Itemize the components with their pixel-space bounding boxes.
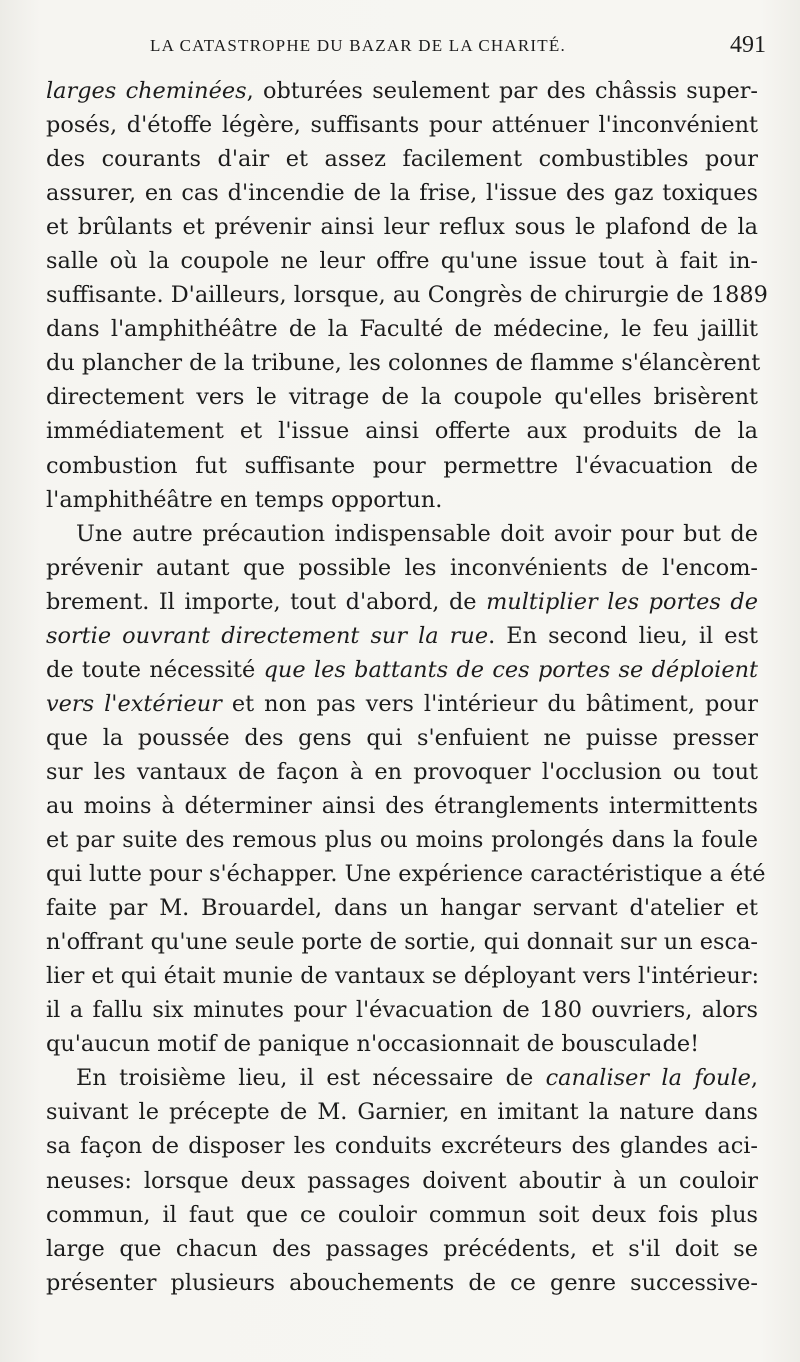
text-line: [46, 449, 758, 483]
text-line: [46, 1129, 758, 1163]
italic-text: multiplier les portes de: [486, 588, 758, 615]
text-segment: immédiatement et l'issue ainsi offerte aux produits de la: [46, 418, 758, 445]
text-line: [46, 551, 758, 585]
text-line: [46, 244, 758, 278]
page-number: 491: [730, 32, 766, 58]
italic-text: que les battants de ces portes se déploient: [263, 656, 758, 683]
text-line: [46, 1232, 758, 1266]
text-segment: au moins à déterminer ainsi des étranglements intermittents: [46, 792, 758, 819]
text-line: [46, 142, 758, 176]
text-line: [46, 619, 758, 653]
text-line: [46, 1198, 758, 1232]
text-line: [46, 108, 758, 142]
text-line: [46, 585, 758, 619]
text-segment: dans l'amphithéâtre de la Faculté de médecine, le feu jaillit: [46, 316, 758, 343]
text-segment: combustion fut suffisante pour permettre l'évacuation de: [46, 452, 758, 479]
text-segment: sur les vantaux de façon à en provoquer l'occlusion ou tout: [46, 758, 758, 785]
text-line: [46, 1266, 758, 1300]
text-segment: large que chacun des passages précédents, et s'il doit se: [46, 1235, 758, 1262]
text-line: [46, 687, 758, 721]
text-segment: lier et qui était munie de vantaux se déployant vers l'intérieur:: [46, 963, 759, 990]
text-segment: qu'aucun motif de panique n'occasionnait de bousculade!: [46, 1031, 700, 1058]
body-text: [46, 74, 768, 1300]
text-line: [46, 1095, 758, 1129]
text-segment: . En second lieu, il est: [488, 622, 758, 649]
text-line: [46, 721, 758, 755]
text-line: [46, 312, 758, 346]
italic-text: canaliser la foule: [545, 1065, 751, 1092]
text-segment: suffisante. D'ailleurs, lorsque, au Congrès de chirurgie de 1889: [46, 282, 768, 309]
text-segment: commun, il faut que ce couloir commun soit deux fois plus: [46, 1201, 758, 1228]
text-segment: Une autre précaution indispensable doit avoir pour but de: [76, 520, 758, 547]
text-segment: salle où la coupole ne leur offre qu'une issue tout à fait in-: [46, 248, 758, 275]
text-line: [46, 823, 758, 857]
text-line: [46, 891, 758, 925]
text-segment: En troisième lieu, il est nécessaire de: [76, 1065, 546, 1092]
text-segment: et non pas vers l'intérieur du bâtiment, pour: [221, 690, 758, 717]
text-segment: directement vers le vitrage de la coupole qu'elles brisèrent: [46, 384, 758, 411]
text-line: [46, 1027, 758, 1061]
text-line: [46, 993, 758, 1027]
italic-text: sortie ouvrant directement sur la rue: [46, 622, 489, 649]
text-segment: suivant le précepte de M. Garnier, en imitant la nature dans: [46, 1099, 758, 1126]
page-header: [150, 32, 766, 66]
text-segment: n'offrant qu'une seule porte de sortie, qui donnait sur un esca-: [46, 929, 758, 956]
text-segment: que la poussée des gens qui s'enfuient ne puisse presser: [46, 724, 758, 751]
text-line: [46, 346, 761, 380]
text-line: [46, 414, 758, 448]
text-segment: neuses: lorsque deux passages doivent aboutir à un couloir: [46, 1167, 758, 1194]
text-segment: des courants d'air et assez facilement combustibles pour: [46, 146, 758, 173]
italic-text: larges cheminées: [46, 78, 247, 104]
running-title: LA CATASTROPHE DU BAZAR DE LA CHARITÉ.: [150, 36, 566, 55]
text-line: [46, 959, 758, 993]
text-segment: de toute nécessité: [46, 656, 264, 683]
text-segment: l'amphithéâtre en temps opportun.: [46, 486, 443, 513]
text-segment: sa façon de disposer les conduits excréteurs des glandes aci-: [46, 1133, 758, 1160]
text-line: [46, 483, 758, 517]
text-segment: qui lutte pour s'échapper. Une expérience caractéristique a été: [46, 861, 766, 888]
text-segment: et brûlants et prévenir ainsi leur reflux sous le plafond de la: [46, 214, 758, 241]
text-line: [46, 789, 758, 823]
text-line: [46, 380, 758, 414]
text-segment: prévenir autant que possible les inconvénients de l'encom-: [46, 554, 758, 581]
text-line: [46, 278, 768, 312]
text-segment: il a fallu six minutes pour l'évacuation de 180 ouvriers, alors: [46, 997, 758, 1024]
italic-text: vers l'extérieur: [46, 690, 222, 717]
text-line: [46, 176, 758, 210]
text-line: [46, 1164, 758, 1198]
text-segment: faite par M. Brouardel, dans un hangar servant d'atelier et: [46, 895, 758, 922]
text-segment: , obturées seulement par des châssis super-: [246, 78, 759, 104]
text-segment: présenter plusieurs abouchements de ce genre successive-: [46, 1269, 758, 1296]
text-segment: du plancher de la tribune, les colonnes de flamme s'élancèrent: [46, 350, 761, 377]
text-line: [46, 517, 758, 551]
text-segment: assurer, en cas d'incendie de la frise, l'issue des gaz toxiques: [46, 180, 758, 207]
text-line: [46, 653, 758, 687]
text-segment: posés, d'étoffe légère, suffisants pour atténuer l'inconvénient: [46, 112, 758, 139]
text-line: [46, 925, 758, 959]
text-line: [46, 755, 758, 789]
text-line: [46, 210, 758, 244]
text-segment: brement. Il importe, tout d'abord, de: [46, 588, 487, 615]
text-line: [46, 1061, 758, 1095]
text-segment: et par suite des remous plus ou moins prolongés dans la foule: [46, 827, 758, 854]
text-segment: ,: [750, 1065, 758, 1092]
text-line: [46, 74, 758, 108]
text-line: [46, 857, 766, 891]
